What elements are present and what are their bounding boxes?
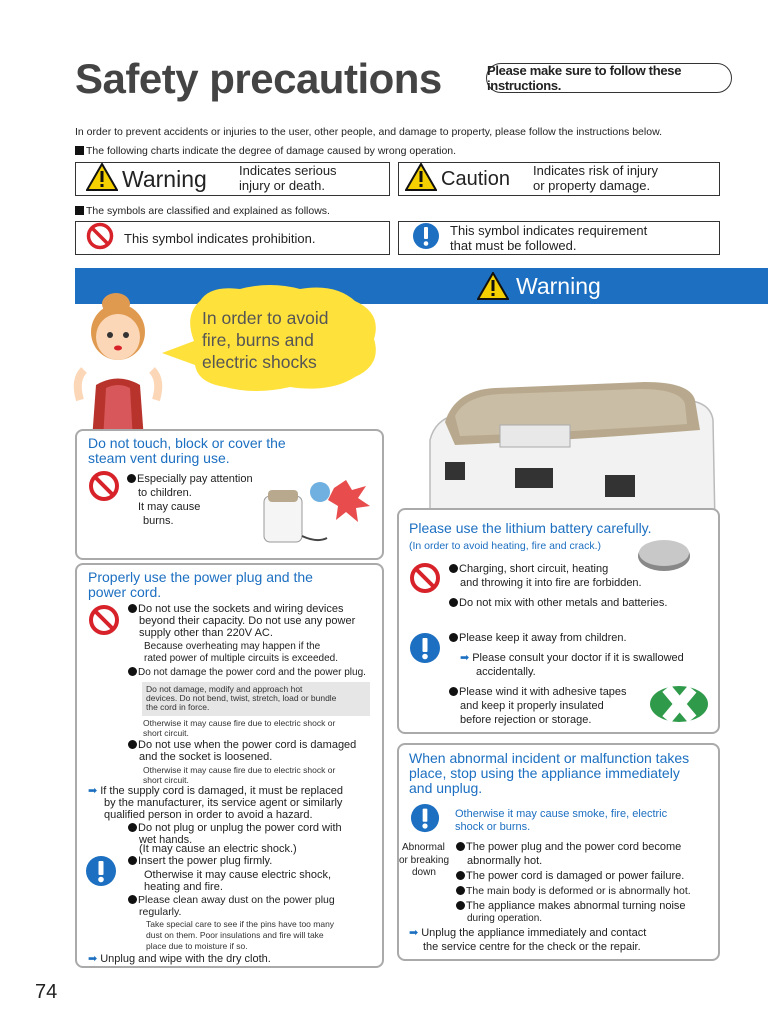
plug-note: devices. Do not bend, twist, stretch, load or bundle (146, 693, 337, 703)
steam-vent-title: Do not touch, block or cover the steam vent during use. (88, 435, 286, 466)
plug-text: heating and fire. (144, 881, 223, 893)
exclamation-icon (410, 803, 440, 833)
plug-item: Do not plug or unplug the power cord with (128, 822, 342, 834)
abnormal-subtitle: shock or burns. (455, 821, 531, 833)
abnormal-side-label: down (412, 867, 436, 878)
plug-item: Do not use when the power cord is damaged (128, 739, 356, 751)
requirement-text: This symbol indicates requirement that must be followed. (450, 223, 648, 253)
bullet-icon (127, 474, 136, 483)
symbol-intro: The symbols are classified and explained as follows. (75, 205, 330, 217)
warning-description: Indicates serious injury or death. (239, 163, 337, 193)
bullet-icon (449, 633, 458, 642)
battery-illustration (636, 538, 692, 574)
battery-title: Please use the lithium battery carefully. (409, 520, 652, 536)
bullet-icon (449, 564, 458, 573)
degree-intro: The following charts indicate the degree of damage caused by wrong operation. (75, 145, 456, 157)
abnormal-subtitle: Otherwise it may cause smoke, fire, electric (455, 808, 668, 820)
page-title: Safety precautions (75, 55, 442, 102)
bullet-icon (128, 856, 137, 865)
plug-note: the cord in force. (146, 702, 210, 712)
abnormal-instruction: ➡ Unplug the appliance immediately and contact (409, 927, 647, 939)
bullet-icon (128, 604, 137, 613)
plug-note: dust on them. Poor insulations and fire will take (146, 930, 324, 940)
abnormal-title: When abnormal incident or malfunction takes place, stop using the appliance immediately and unplug. (409, 750, 690, 796)
plug-note: rated power of multiple circuits is exceeded. (144, 653, 338, 664)
battery-instruction: ➡ Please consult your doctor if it is swallowed (460, 652, 684, 664)
arrow-right-icon: ➡ (88, 953, 98, 965)
exclamation-icon (409, 632, 441, 664)
prohibition-icon (88, 470, 120, 502)
plug-text: regularly. (139, 906, 182, 918)
warning-triangle-icon (86, 163, 118, 196)
arrow-right-icon: ➡ (88, 785, 98, 797)
battery-text: accidentally. (476, 666, 536, 678)
plug-item: Insert the power plug firmly. (128, 855, 272, 867)
speech-bubble-text: In order to avoid fire, burns and electric shocks (202, 308, 329, 372)
prohibition-icon (88, 604, 120, 636)
steam-vent-text: to children. (138, 487, 192, 499)
bullet-icon (449, 598, 458, 607)
bullet-icon (456, 871, 465, 880)
bullet-icon (128, 823, 137, 832)
requirement-symbol-box (398, 221, 720, 255)
plug-note: short circuit. (143, 728, 189, 738)
warning-label: Warning (122, 165, 207, 192)
abnormal-side-label: or breaking (399, 855, 450, 866)
abnormal-item: The appliance makes abnormal turning noise (456, 900, 686, 912)
abnormal-item: The power cord is damaged or power failure. (456, 870, 684, 882)
abnormal-item: The power plug and the power cord become (456, 841, 681, 853)
square-bullet-icon (75, 146, 84, 155)
plug-text: supply other than 220V AC. (139, 627, 273, 639)
prohibition-symbol-box (75, 221, 390, 255)
battery-text: before rejection or storage. (460, 714, 592, 726)
arrow-right-icon: ➡ (460, 652, 470, 664)
plug-item: Do not use the sockets and wiring devices (128, 603, 343, 615)
caution-description: Indicates risk of injury or property damage. (533, 163, 658, 193)
plug-text: qualified person in order to avoid a hazard. (104, 809, 313, 821)
arrow-right-icon: ➡ (409, 927, 419, 939)
exclamation-icon (412, 222, 440, 255)
plug-note: Do not damage, modify and approach hot (146, 684, 303, 694)
plug-text: and the socket is loosened. (139, 751, 273, 763)
bullet-icon (456, 886, 465, 895)
plug-note: Because overheating may happen if the (144, 641, 321, 652)
plug-text: (It may cause an electric shock.) (139, 843, 297, 855)
caution-label: Caution (441, 167, 510, 190)
plug-text: beyond their capacity. Do not use any power (139, 615, 356, 627)
steam-vent-item: Especially pay attention (127, 473, 253, 485)
intro-text: In order to prevent accidents or injuries to the user, other people, and damage to property, please follow the instructions below. (75, 126, 662, 138)
plug-text: by the manufacturer, its service agent or similarly (104, 797, 343, 809)
steam-hazard-illustration (262, 478, 374, 550)
abnormal-item: The main body is deformed or is abnormally hot. (456, 885, 691, 897)
abnormal-side-label: Abnormal (402, 842, 445, 853)
bullet-icon (128, 895, 137, 904)
battery-item: Charging, short circuit, heating (449, 563, 608, 575)
bullet-icon (449, 687, 458, 696)
prohibition-icon (409, 562, 441, 594)
woman-illustration (70, 290, 170, 440)
battery-text: and throwing it into fire are forbidden. (460, 577, 642, 589)
battery-text: and keep it properly insulated (460, 700, 604, 712)
battery-item: Please wind it with adhesive tapes (449, 686, 627, 698)
plug-note: short circuit. (143, 775, 189, 785)
plug-instruction: ➡ Unplug and wipe with the dry cloth. (88, 953, 271, 965)
taped-battery-illustration (648, 682, 710, 724)
battery-item: Do not mix with other metals and batteries. (449, 597, 667, 609)
plug-item: Do not damage the power cord and the power plug. (128, 667, 366, 679)
plug-note: Otherwise it may cause fire due to electric shock or (143, 718, 336, 728)
page-number: 74 (35, 981, 58, 1003)
abnormal-text: during operation. (467, 913, 543, 924)
plug-note: Otherwise it may cause fire due to electric shock or (143, 765, 336, 775)
warning-degree-box (75, 162, 390, 196)
bullet-icon (128, 740, 137, 749)
plug-text: wet hands. (139, 834, 193, 846)
warning-triangle-icon (477, 272, 509, 305)
steam-vent-text: It may cause (138, 501, 201, 513)
battery-subtitle: (In order to avoid heating, fire and crack.) (409, 540, 602, 552)
exclamation-icon (85, 855, 117, 887)
abnormal-text: the service centre for the check or the repair. (423, 941, 641, 953)
square-bullet-icon (75, 206, 84, 215)
prohibition-text: This symbol indicates prohibition. (124, 230, 316, 246)
plug-instruction: ➡ If the supply cord is damaged, it must be replaced (88, 785, 343, 797)
instruction-note: Please make sure to follow these instructions. (486, 63, 732, 93)
bullet-icon (128, 667, 137, 676)
battery-item: Please keep it away from children. (449, 632, 627, 644)
bullet-icon (456, 901, 465, 910)
abnormal-text: abnormally hot. (467, 855, 543, 867)
plug-text: Otherwise it may cause electric shock, (144, 869, 332, 881)
power-plug-title: Properly use the power plug and the power cord. (88, 569, 313, 600)
plug-note: Take special care to see if the pins have too many (146, 919, 335, 929)
prohibition-icon (86, 222, 114, 255)
plug-note: place due to moisture if so. (146, 941, 248, 951)
plug-item: Please clean away dust on the power plug (128, 894, 335, 906)
caution-triangle-icon (405, 163, 437, 196)
bullet-icon (456, 842, 465, 851)
steam-vent-text: burns. (143, 515, 174, 527)
warning-band-label: Warning (516, 273, 601, 299)
